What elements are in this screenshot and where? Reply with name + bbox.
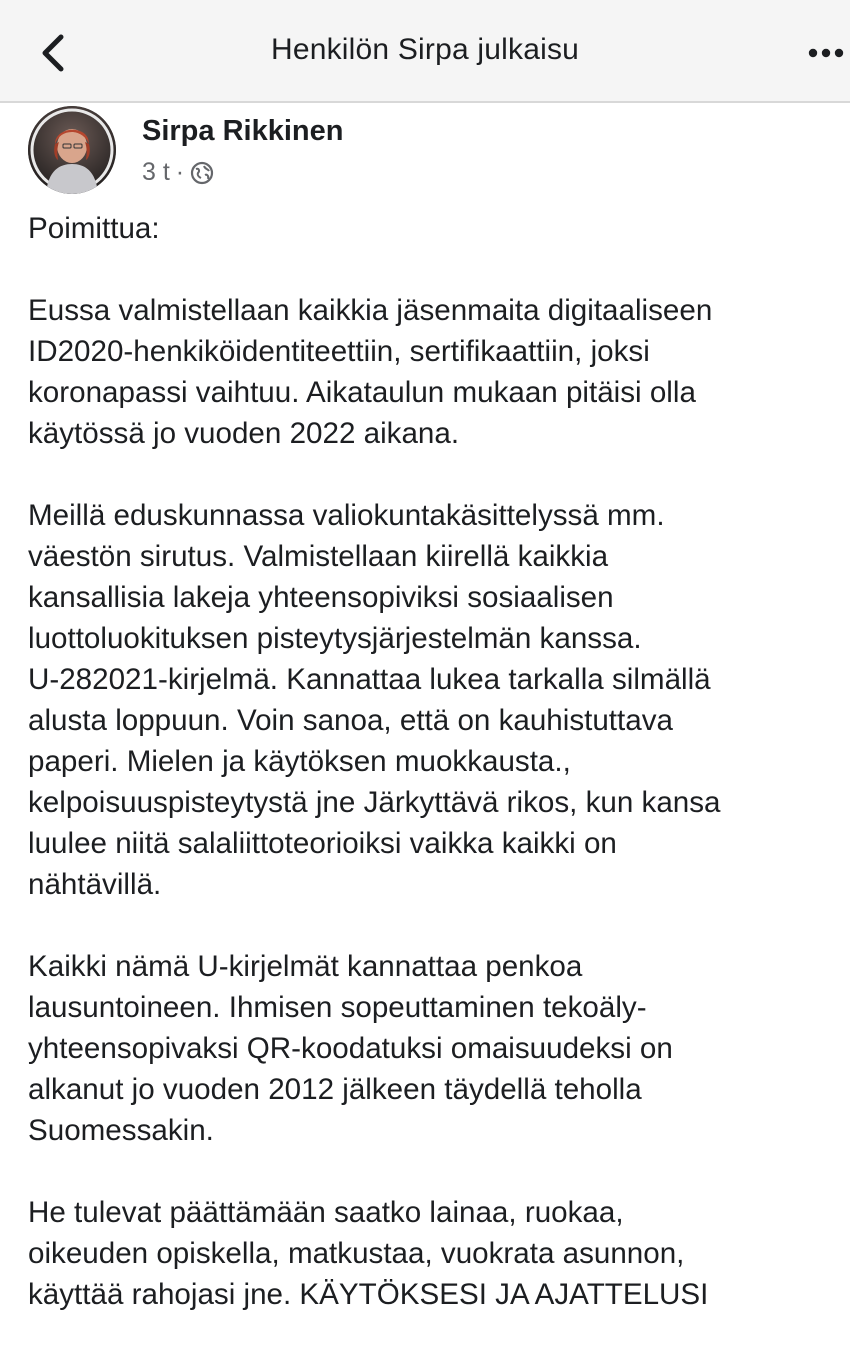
avatar[interactable] [28, 106, 116, 194]
top-bar [0, 0, 850, 103]
profile-photo [28, 106, 116, 194]
post-paragraph: Kaikki nämä U-kirjelmät kannattaa penkoa lausuntoineen. Ihmisen sopeuttaminen tekoäly- yhteensopivaksi QR-koodatuksi omaisuudeksi on alkanut jo vuoden 2012 jälkeen täydellä teholla Suomessakin. [28, 950, 673, 1147]
more-dots-icon [800, 40, 848, 66]
post-time[interactable]: 3 t [142, 158, 170, 186]
globe-icon [190, 161, 214, 185]
author-name[interactable]: Sirpa Rikkinen [142, 115, 344, 147]
post-paragraph: Meillä eduskunnassa valiokuntakäsittelyssä mm. väestön sirutus. Valmistellaan kiirellä kaikkia kansallisia lakeja yhteensopiviksi sosiaalisen luottoluokituksen pisteytysjärjestelmän kanssa. U-282021-kirjelmä. Kannattaa lukea tarkalla silmällä alusta loppuun. Voin sanoa, että on kauhistuttava paperi. Mielen ja käytöksen muokkausta., kelpoisuuspisteytystä jne Järkyttävä rikos, kun kansa luulee niitä salaliittoteorioiksi vaikka kaikki on nähtävillä. [28, 499, 721, 901]
post-card [0, 103, 850, 1359]
post-body [28, 208, 843, 1356]
page-title: Henkilön Sirpa julkaisu [270, 33, 580, 66]
post-paragraph: Eussa valmistellaan kaikkia jäsenmaita digitaaliseen ID2020-henkiköidentiteettiin, sertifikaattiin, joksi koronapassi vaihtuu. Aikataulun mukaan pitäisi olla käytössä jo vuoden 2022 aikana. [28, 294, 713, 450]
post-paragraph: Poimittua: [28, 212, 160, 245]
more-options-button[interactable] [800, 40, 848, 66]
post-meta [142, 158, 214, 187]
post-paragraph: He tulevat päättämään saatko lainaa, ruokaa, oikeuden opiskella, matkustaa, vuokrata asunnon, käyttää rahojasi jne. KÄYTÖKSESI JA AJATTELUSI [28, 1196, 709, 1311]
meta-separator: · [175, 158, 185, 186]
